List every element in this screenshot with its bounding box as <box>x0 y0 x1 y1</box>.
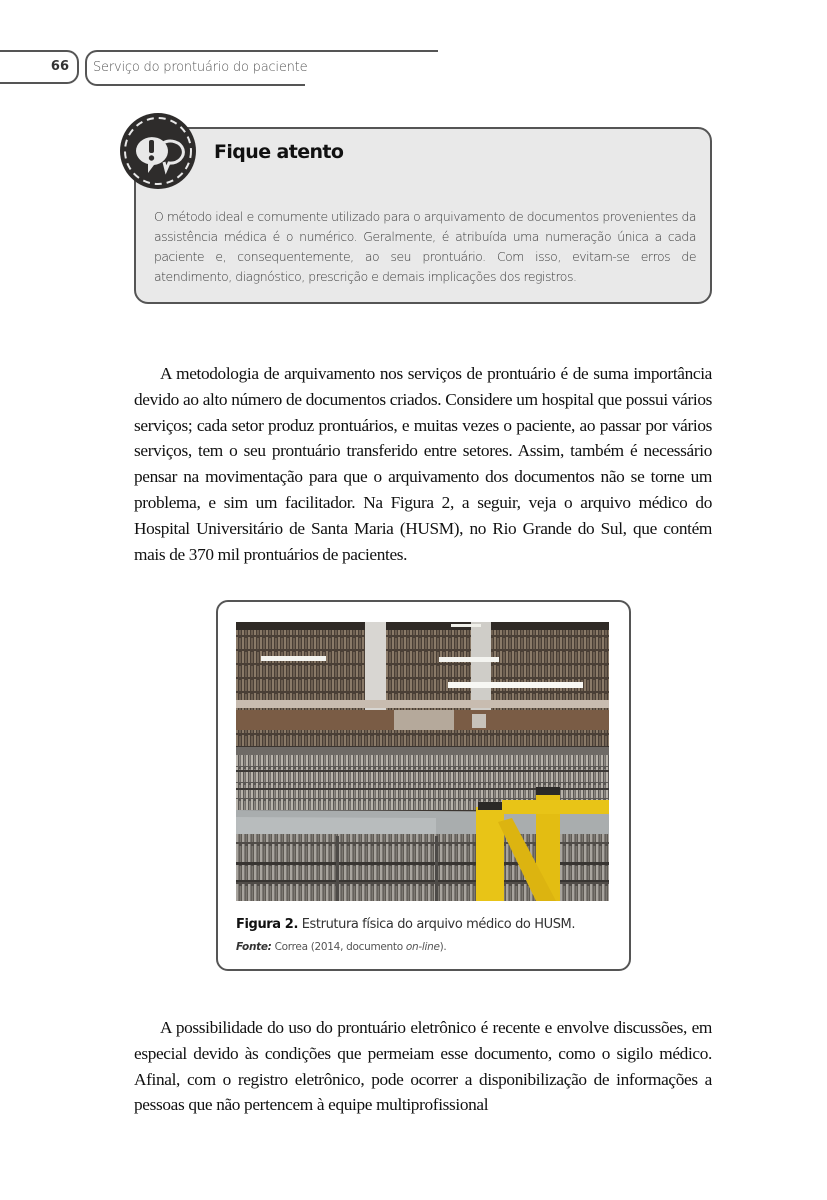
figure-source-end: ). <box>439 941 447 953</box>
figure-caption-text: Estrutura física do arquivo médico do HUSM. <box>301 917 576 932</box>
body-paragraph <box>134 361 712 567</box>
callout-body: O método ideal e comumente utilizado para o arquivamento de documentos provenientes da assistência médica é o numérico. Geralmente, é atribuída uma numeração única a cada paciente e, consequentemente, ao seu prontuário. Com isso, evitam-se erros de atendimento, diagnóstico, prescrição e demais implicações dos registros. <box>154 209 696 284</box>
page-number: 66 <box>50 59 69 74</box>
figure-source-italic: on-line <box>405 941 440 953</box>
archive-photo <box>236 622 609 901</box>
paragraph-text: A possibilidade do uso do prontuário eletrônico é recente e envolve discussões, em especial devido às condições que permeiam esse documento, como o sigilo médico. Afinal, com o registro eletrônico, pode ocorrer a disponibilização de informações a pessoas que não pertencem à equipe multiprofissional <box>134 1018 712 1115</box>
paragraph-text: A metodologia de arquivamento nos serviços de prontuário é de suma importância devido ao alto número de documentos criados. Considere um hospital que possui vários serviços; cada setor produz prontuários, e muitas vezes o paciente, ao passar por vários serviços, tem o seu prontuário transferido entre setores. Assim, também é necessário pensar na movimentação para que o arquivamento dos documentos não se torne um problema, e sim um facilitador. Na Figura 2, a seguir, veja o arquivo médico do Hospital Universitário de Santa Maria (HUSM), no Rio Grande do Sul, que contém mais de 370 mil prontuários de pacientes. <box>134 364 712 564</box>
figure-source-label: Fonte: <box>236 941 272 953</box>
figure-caption <box>236 917 575 932</box>
figure-source <box>236 941 446 953</box>
running-title: Serviço do prontuário do paciente <box>93 60 308 75</box>
figure-label: Figura 2. <box>236 917 298 932</box>
callout-title: Fique atento <box>214 141 344 163</box>
page-number-box <box>0 50 79 84</box>
header-rule <box>97 50 438 52</box>
body-paragraph <box>134 1015 712 1118</box>
figure-source-text: Correa (2014, documento <box>274 941 406 953</box>
speech-bubbles-exclamation-icon <box>120 113 196 189</box>
